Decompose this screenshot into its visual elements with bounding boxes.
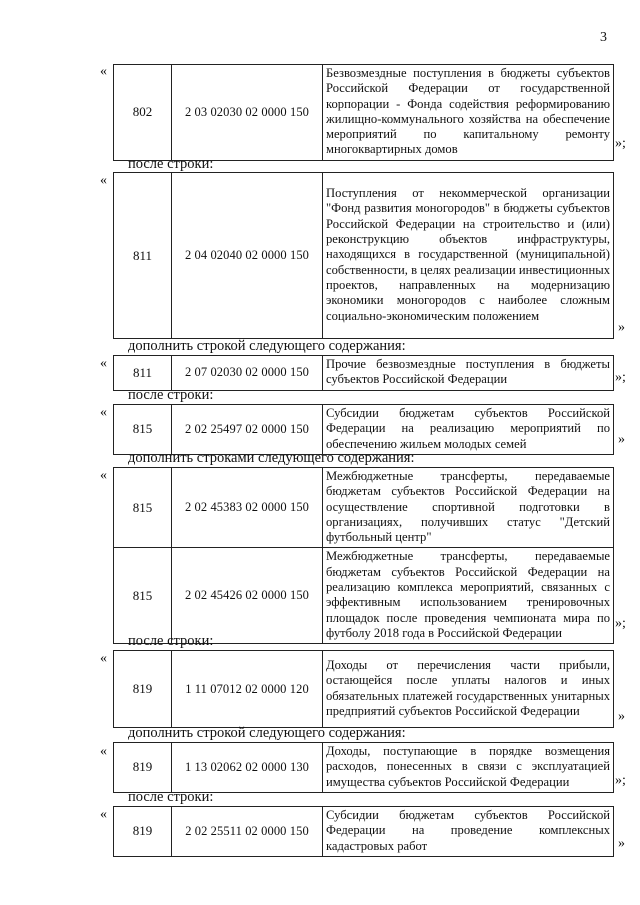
- close-quote: »: [618, 709, 625, 724]
- revenue-name: Прочие безвозмездные поступления в бюджеты субъектов Российской Федерации: [323, 356, 614, 391]
- open-quote: «: [100, 468, 107, 483]
- open-quote: «: [100, 173, 107, 188]
- close-quote: »;: [615, 370, 626, 385]
- revenue-name: Безвозмездные поступления в бюджеты субъектов Российской Федерации от государственной корпорации - Фонда содействия реформированию жилищно-коммунального хозяйства на обеспечение мероприятий по капитальному ремонту многоквартирных домов: [323, 65, 614, 161]
- table-row: [114, 173, 614, 339]
- close-quote: »;: [615, 616, 626, 631]
- table-block-6: [113, 650, 613, 728]
- close-quote: »: [618, 320, 625, 335]
- budget-classification-code: 2 03 02030 02 0000 150: [172, 65, 323, 161]
- table-row: [114, 468, 614, 548]
- revenue-name: Межбюджетные трансферты, передаваемые бюджетам субъектов Российской Федерации на реализацию комплекса мероприятий, связанных с эффективным использованием тренировочных площадок после проведения чемпионата мира по футболу 2018 года в Российской Федерации: [323, 548, 614, 644]
- revenue-name: Доходы от перечисления части прибыли, остающейся после уплаты налогов и иных обязательных платежей государственных унитарных предприятий субъектов Российской Федерации: [323, 651, 614, 728]
- table-row: [114, 405, 614, 455]
- table: [113, 650, 614, 728]
- admin-code: 815: [114, 468, 172, 548]
- table-block-8: [113, 806, 613, 857]
- table: [113, 806, 614, 857]
- instruction-text: после строки:: [128, 633, 214, 649]
- budget-classification-code: 2 02 25497 02 0000 150: [172, 405, 323, 455]
- table-block-4: [113, 404, 613, 455]
- close-quote: »;: [615, 773, 626, 788]
- budget-classification-code: 2 02 45383 02 0000 150: [172, 468, 323, 548]
- table-row: [114, 65, 614, 161]
- instruction-text: дополнить строкой следующего содержания:: [128, 725, 406, 741]
- instruction-text: дополнить строками следующего содержания:: [128, 450, 415, 466]
- table-row: [114, 807, 614, 857]
- admin-code: 815: [114, 405, 172, 455]
- table-row: [114, 356, 614, 391]
- table-row: [114, 743, 614, 793]
- instruction-text: после строки:: [128, 156, 214, 172]
- budget-classification-code: 2 02 45426 02 0000 150: [172, 548, 323, 644]
- revenue-name: Межбюджетные трансферты, передаваемые бюджетам субъектов Российской Федерации на осуществление спортивной подготовки в организациях, получивших статус "Детский футбольный центр": [323, 468, 614, 548]
- table-row: [114, 651, 614, 728]
- table: [113, 404, 614, 455]
- admin-code: 819: [114, 743, 172, 793]
- table-row: [114, 548, 614, 644]
- admin-code: 815: [114, 548, 172, 644]
- close-quote: »;: [615, 136, 626, 151]
- admin-code: 811: [114, 356, 172, 391]
- open-quote: «: [100, 405, 107, 420]
- budget-classification-code: 1 13 02062 02 0000 130: [172, 743, 323, 793]
- admin-code: 819: [114, 651, 172, 728]
- instruction-text: дополнить строкой следующего содержания:: [128, 338, 406, 354]
- budget-classification-code: 2 04 02040 02 0000 150: [172, 173, 323, 339]
- open-quote: «: [100, 64, 107, 79]
- revenue-name: Доходы, поступающие в порядке возмещения расходов, понесенных в связи с эксплуатацией имущества субъектов Российской Федерации: [323, 743, 614, 793]
- table: [113, 172, 614, 339]
- open-quote: «: [100, 651, 107, 666]
- close-quote: »: [618, 432, 625, 447]
- revenue-name: Субсидии бюджетам субъектов Российской Федерации на проведение комплексных кадастровых работ: [323, 807, 614, 857]
- open-quote: «: [100, 807, 107, 822]
- instruction-text: после строки:: [128, 789, 214, 805]
- table-block-2: [113, 172, 613, 339]
- admin-code: 811: [114, 173, 172, 339]
- open-quote: «: [100, 356, 107, 371]
- table: [113, 355, 614, 391]
- table-block-7: [113, 742, 613, 793]
- budget-classification-code: 2 07 02030 02 0000 150: [172, 356, 323, 391]
- open-quote: «: [100, 744, 107, 759]
- budget-classification-code: 2 02 25511 02 0000 150: [172, 807, 323, 857]
- close-quote: »: [618, 836, 625, 851]
- admin-code: 802: [114, 65, 172, 161]
- instruction-text: после строки:: [128, 387, 214, 403]
- table-block-3: [113, 355, 613, 391]
- revenue-name: Поступления от некоммерческой организации "Фонд развития моногородов" в бюджеты субъектов Российской Федерации на строительство и (или) реконструкцию объектов инфраструктуры, находящихся в государственной (муниципальной) собственности, в целях реализации инвестиционных проектов, направленных на модернизацию экономики моногородов с наиболее сложным социально-экономическим положением: [323, 173, 614, 339]
- table-block-1: [113, 64, 613, 161]
- table: [113, 742, 614, 793]
- admin-code: 819: [114, 807, 172, 857]
- table: [113, 64, 614, 161]
- table-block-5: [113, 467, 613, 644]
- page-number: 3: [600, 30, 607, 45]
- revenue-name: Субсидии бюджетам субъектов Российской Федерации на реализацию мероприятий по обеспечению жильем молодых семей: [323, 405, 614, 455]
- table: [113, 467, 614, 644]
- budget-classification-code: 1 11 07012 02 0000 120: [172, 651, 323, 728]
